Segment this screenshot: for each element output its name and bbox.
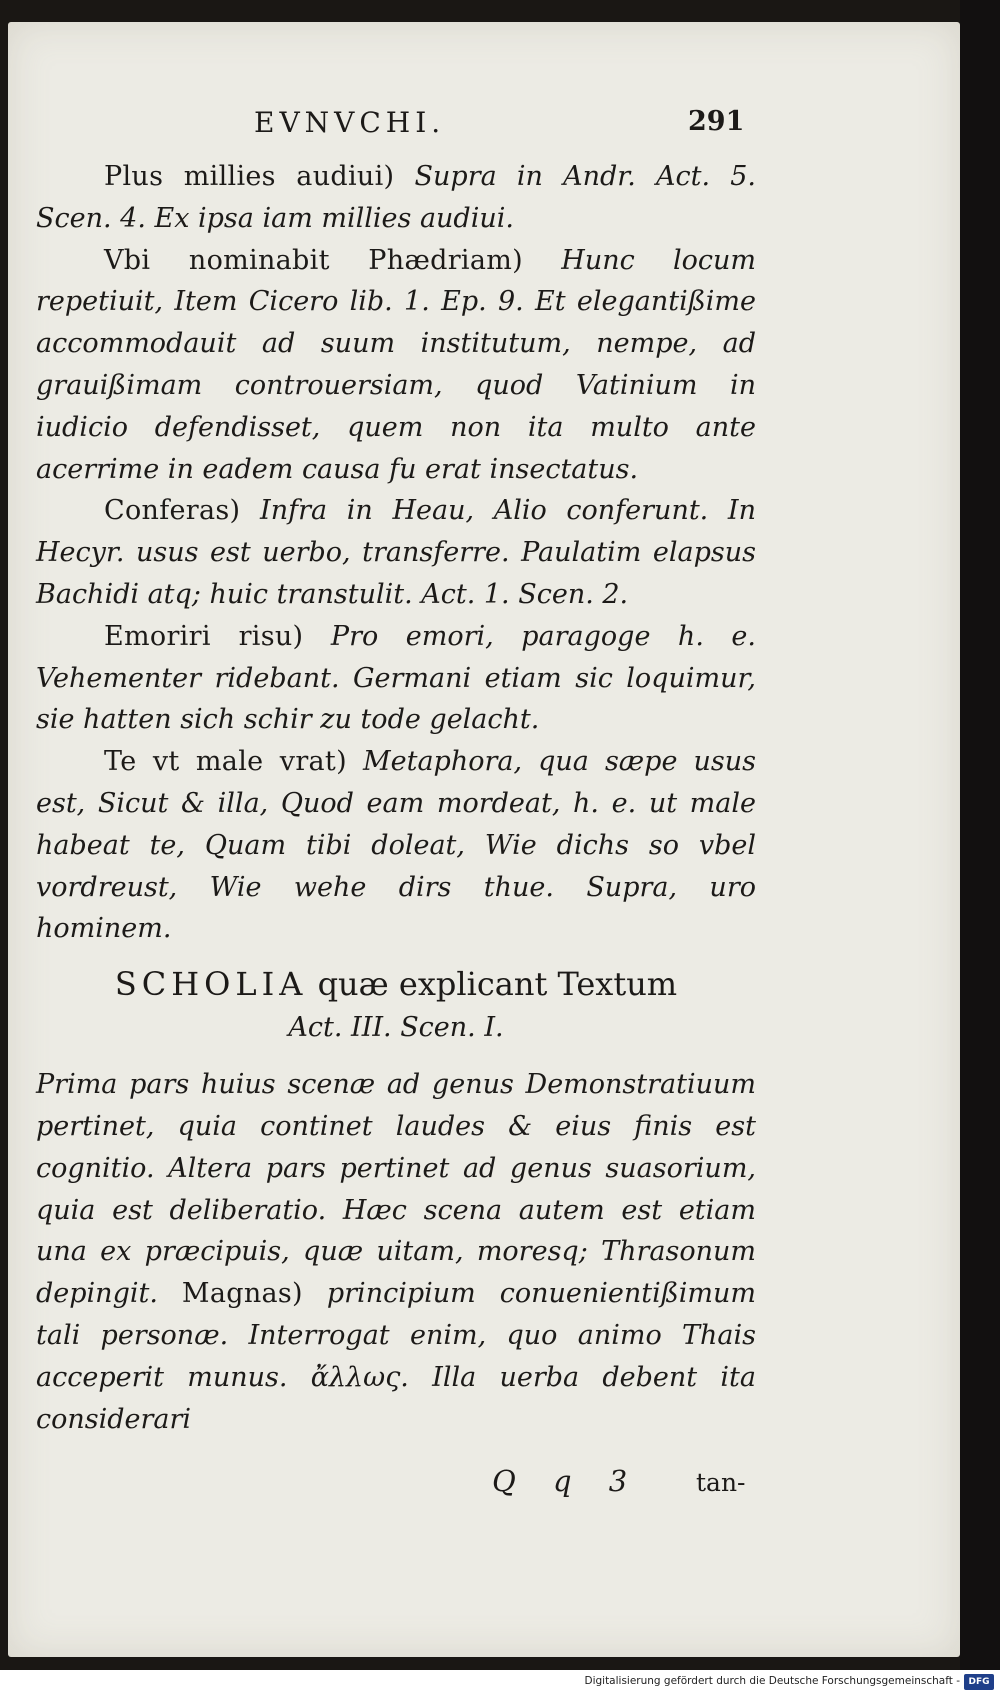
- scan-border: [960, 0, 1000, 1670]
- commentary-entry-5: [36, 741, 756, 950]
- page-header: [36, 104, 756, 156]
- comment-text: Supra in Andr. Act. 5. Scen. 4. Ex ipsa iam millies audiui.: [36, 161, 756, 234]
- commentary-entry-2: [36, 240, 756, 491]
- lemma: Vbi nominabit Phædriam): [104, 244, 523, 276]
- text-block: [36, 104, 756, 1514]
- comment-text: Metaphora, qua sæpe usus est, Sicut & illa, Quod eam mordeat, h. e. ut male habeat te, Quam tibi doleat, Wie dichs so vbel vordreust, Wie wehe dirs thue. Supra, uro hominem.: [36, 746, 756, 945]
- commentary-entry-4: [36, 616, 756, 741]
- section-heading: [36, 962, 756, 1006]
- lemma: Conferas): [104, 495, 241, 527]
- section-heading-caps: SCHOLIA: [114, 965, 308, 1004]
- scholia-text-2: principium conuenientißimum tali personæ. Interrogat enim, quo animo Thais acceperit munus. ἄλλως. Illa uerba debent ita considerari: [36, 1278, 756, 1435]
- signature-mark: Q q 3: [492, 1464, 642, 1499]
- comment-text: Infra in Heau, Alio conferunt. In Hecyr. usus est uerbo, transferre. Paulatim elapsus Bachidi atq; huic transtulit. Act. 1. Scen. 2.: [36, 495, 756, 610]
- digitization-notice: Digitalisierung gefördert durch die Deutsche Forschungsgemeinschaft -: [584, 1675, 960, 1687]
- dfg-logo-icon: DFG: [964, 1674, 994, 1690]
- comment-text: Hunc locum repetiuit, Item Cicero lib. 1. Ep. 9. Et elegantißime accommodauit ad suum institutum, nempe, ad grauißimam controuersiam, quod Vatinium in iudicio defendisset, quem non ita multo ante acerrime in eadem causa fu erat insectatus.: [36, 244, 756, 485]
- section-heading-rest: quæ explicant Textum: [307, 965, 678, 1004]
- commentary-entry-1: [36, 156, 756, 240]
- scholia-paragraph: [36, 1064, 756, 1440]
- lemma: Te vt male vrat): [104, 746, 347, 778]
- scholia-lemma: Magnas): [181, 1278, 303, 1310]
- lemma: Plus millies audiui): [104, 161, 395, 192]
- commentary-entry-3: [36, 490, 756, 615]
- lemma: Emoriri risu): [104, 620, 304, 652]
- catchword: tan-: [696, 1468, 746, 1498]
- comment-text: Pro emori, paragoge h. e. Vehementer ridebant. Germani etiam sic loquimur, sie hatten sich schir zu tode gelacht.: [36, 620, 756, 736]
- page-footer: [36, 1454, 756, 1514]
- running-head: EVNVCHI.: [254, 106, 446, 139]
- section-subheading: Act. III. Scen. I.: [288, 1012, 504, 1044]
- page-number: 291: [688, 106, 745, 137]
- digitization-bar: [0, 1670, 1000, 1697]
- book-page: [8, 22, 960, 1657]
- scholia-text-1: Prima pars huius scenæ ad genus Demonstratiuum pertinet, quia continet laudes & eius finis est cognitio. Altera pars pertinet ad genus suasorium, quia est deliberatio. Hæc scena autem est etiam una ex præcipuis, quæ uitam, moresq; Thrasonum depingit.: [36, 1069, 756, 1310]
